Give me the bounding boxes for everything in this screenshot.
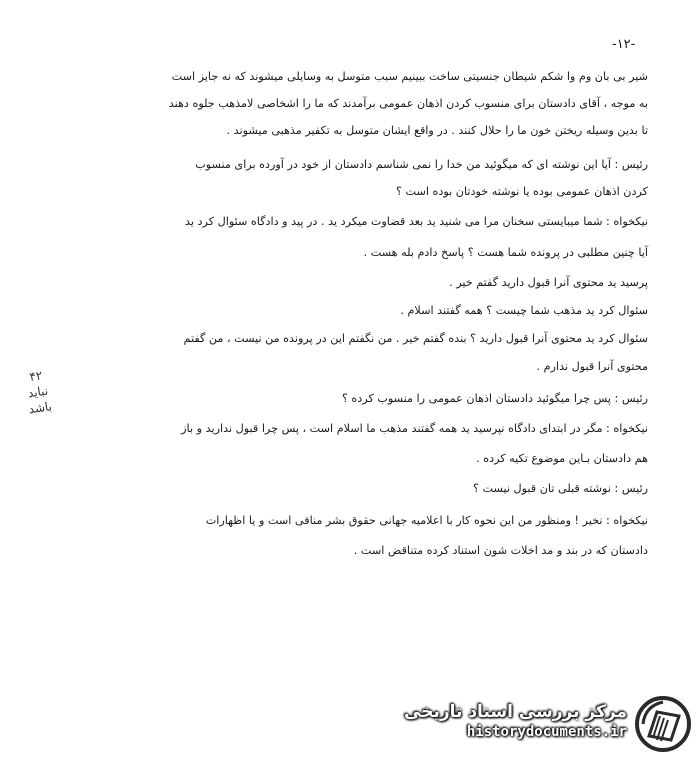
text-line: شیر بی بان وم وا شکم شیطان جنسیتی ساخت ببینیم سبب متوسل به وسایلی میشوند که نه جایز است: [171, 70, 648, 83]
watermark-title: مرکز بررسی اسناد تاریخی: [404, 702, 627, 722]
margin-note-line: باشد: [27, 399, 53, 417]
handwritten-margin-note: [17, 366, 59, 419]
watermark-footer: [395, 690, 695, 758]
text-line: رئیس : نوشته قبلی تان قبول نیست ؟: [473, 482, 648, 495]
text-line: پرسید ید محتوی آنرا قبول دارید گفتم خیر .: [449, 276, 648, 289]
document-stack-logo-icon: [635, 696, 691, 752]
text-line: نیکخواه : مگر در ابتدای دادگاه نپرسید ید همه گفتند مذهب ما اسلام است ، پس چرا قبول ندارید و باز: [181, 422, 648, 435]
text-line: رئیس : آیا این نوشته ای که میگوئید من خدا را نمی شناسم دادستان از خود در آورده برای منسوب: [195, 158, 648, 171]
text-line: سئوال کرد ید محتوی آنرا قبول دارید ؟ بنده گفتم خیر . من نگفتم این در پرونده من نیست ، من گفتم: [183, 332, 648, 345]
text-line: نیکخواه : شما میبایستی سخنان مرا می شنید ید بعد قضاوت میکرد ید . در پید و دادگاه سئوال کرد ید: [185, 215, 648, 228]
text-line: دادستان که در بند و مد اخلات شون استناد کرده متناقض است .: [353, 544, 648, 557]
text-line: سئوال کرد ید مذهب شما چیست ؟ همه گفتند اسلام .: [400, 304, 648, 317]
text-line: هم دادستان بـاین موضوع تکیه کرده .: [476, 452, 648, 465]
text-line: به موجه ، آقای دادستان برای منسوب کردن اذهان عمومی برآمدند که ما را اشخاصی لامذهب جلوه دهند: [168, 97, 648, 110]
text-line: آیا چنین مطلبی در پرونده شما هست ؟ پاسخ دادم بله هست .: [363, 246, 648, 259]
text-line: محتوی آنرا قبول ندارم .: [536, 360, 648, 373]
watermark-text: [404, 702, 627, 740]
text-line: کردن اذهان عمومی بوده یا نوشته خودتان بوده است ؟: [395, 185, 648, 198]
watermark-url: historydocuments.ir: [466, 724, 627, 740]
text-line: نیکخواه : نخیر ! ومنظور من این نحوه کار با اعلامیه جهانی حقوق بشر منافی است و یا اظهارات: [205, 514, 648, 527]
page-number: -۱۲-: [612, 37, 636, 52]
text-line: تا بدین وسیله ریختن خون ما را حلال کنند . در واقع ایشان متوسل به تکفیر مذهبی میشوند .: [226, 124, 648, 137]
margin-note-line: ۴۲: [28, 368, 44, 384]
text-line: رئیس : پس چرا میگوئید دادستان اذهان عمومی را منسوب کرده ؟: [341, 392, 648, 405]
margin-note-line: نباید: [26, 383, 50, 401]
